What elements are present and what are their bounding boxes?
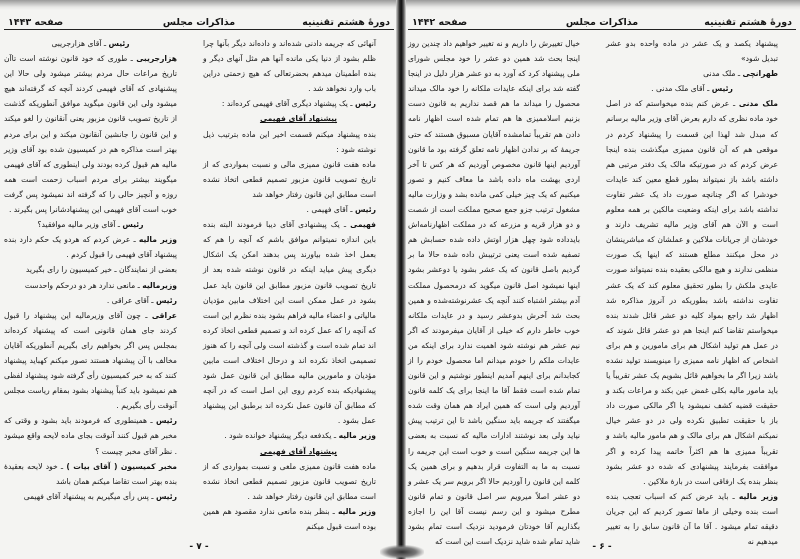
- paragraph-text: ـ آقای وزیر مالیه موافقید؟: [37, 220, 123, 230]
- page-label: صفحه ۱۴۴۳: [8, 17, 64, 28]
- paragraph: [203, 504, 394, 534]
- paragraph: [4, 489, 195, 504]
- paragraph-text: خیال تغییرش را داریم و نه تغییر خواهیم داد چندین روز اینجا بحث شد همین دو عشر را خود مجلس شورای ملی پیشنهاد کرد که آورد به دو عشر هزار دلیل در اینجا گفته شد برای اینکه عایدات ملکانه را خود مالک میداند محصول را میداند ما هم قصد نداریم به قانون دست بزنیم اسلاممیزی ها هم تمام شده است اظهار نامه دادن هم تقریباً تمامشده آقایان مسبوق هستند که حتی جریمهٔ که بر ندادن اظهار نامه تعلق گرفته بود ما قانون آوردیم اینها قانون مخصوص آوردیم که هر کس تا آخر اردی بهشت ماه داده باشد ما معاف کنیم و تصور میکنیم که یک چیز خیلی کمی مانده بشد و وزارت مالیه مشغول ترتیب جزو جمع صحیح مملکت است از شصت و دو هزار قریه و مزرعه که در مملکت اظهارنامه‌اش بایدداده شود چهل هزار اوتش داده شده حسابش هم تصفیه شده است یعنی ترتیبش داده شده حالا ما بر گردیم باصل قانون که یک عشر بشود یا دوعشر بشود اینها نمیشود اصل قانون میگوید که درمحصول مملکت آدم بیشتر اشتباه کنند آنچه یک عشرنوشته‌شده و همین بحث شد آخرش بدوعشر رسید و در عایدات ملکانه خوب خاطر دارم که خیلی از آقایان میفرمودند که اگر نیم عشر هم نوشته شود اهمیت ندارد برای اینکه من عایدات ملکم را خودم میدانم اما محصول خودم را از کجابدانم برای اینهم آمدیم اینطور نوشتیم و این قانون تمام شده است فقط آقا ما اینجا برای یک کلمه قانون آوردیم ولی است که همین ایراد هم همان وقت شده میگفتند که جریمه باید سنگین باشد تا این ترتیب پیش نیاید ولی بعد نوشتند ادارات مالیه که نسبت به بعضی ها این جریمه سنگین است و خوب است این جریمه را نسبت به ما به التفاوت قرار بدهیم و برای همین یک کلمه این قانون را آوردیم حالا اگر برویم سر یک عشر و دو عشر اصلاً میرویم سر اصل قانون و تمام قانون مطرح میشود و این رسم نیست آقا این را اجازه بگذاریم آقا خودتان فرمودید نزدیک است تمام بشود شاید تمام شده شاید نزدیک است این است که: [408, 39, 580, 547]
- paragraph: [203, 36, 394, 96]
- paragraph-text: ـ یک پیشنهادی آقای دیبا فرمودند البته بنده باین اندازه نمیتوانم موافق باشم که آنچه را هم که بعمل اخذ شده بیاورند پس بدهند امکن یک اشکال دیگری پیش میاید اینکه در قانون نوشته شده بعد از تاریخ تصویب قانون مزبور مطابق این قانون باید عمل بشود در عمل ممکن است این اختلاف مابین مؤدیان مالیاتی و اعضاء مالیه فراهم بشود بنده نظرم این است که آنچه را که عمل کرده اند و تصمیم قطعی اتخاذ کرده اند تمام شده است و گذشته است ولی آنچه را که هنوز تصمیمی اتخاذ نکرده اند و درحال اختلاف است مابین مؤدیان و مامورین مالیه مطابق این قانون عمل شود پیشنهادیکه بنده کردم روی این اصل است که در آنچه که مطابق آن قانون عمل نکرده اند برطبق این پیشنهاد عمل بشود .: [203, 220, 376, 426]
- paragraph: [203, 202, 394, 217]
- speaker-name: مخبر کمیسیون ( آقای بیات ): [66, 461, 177, 471]
- paragraph: [606, 96, 796, 488]
- proposal-heading: پیشنهاد آقای فهیمی: [259, 446, 338, 456]
- column: [606, 36, 796, 549]
- speaker-name: رئیس: [155, 491, 177, 501]
- paragraph-text: بعضی از نمایندگان ـ خیر کمیسیون را رای بگیرید: [25, 265, 177, 275]
- left-page: [4, 10, 394, 552]
- speaker-name: ملک مدنی: [738, 99, 778, 109]
- paragraph-text: ـ آقای عراقی .: [106, 295, 156, 305]
- paragraph-text: ماده هفت قانون ممیزی ملغی و نسبت بمواردی که از تاریخ تصویب قانون مزبور تصمیم قطعی اتخاذ نشده است مطابق این قانون رفتار خواهد شد .: [203, 461, 376, 501]
- right-page-columns: [408, 30, 796, 549]
- section-heading: [203, 111, 394, 126]
- paragraph: [4, 36, 195, 51]
- paragraph-text: ـ آقای ملک مدنی .: [651, 84, 712, 94]
- paragraph-text: ـ یکدفعه دیگر پیشنهاد خوانده شود .: [224, 431, 339, 441]
- running-title: مذاکرات مجلس: [162, 17, 236, 28]
- paragraph-text: پیشنهاد یکصد و یک عشر در ماده واحده بدو عشر تبدیل شود»: [606, 39, 778, 64]
- paragraph-text: ـ بنظر بنده مانعی ندارد مقصود هم همین بوده است قبول میکنم: [203, 506, 376, 531]
- paragraph: [4, 293, 195, 308]
- speaker-name: وزیر مالیه: [738, 491, 779, 501]
- speaker-name: رئیس: [155, 416, 177, 426]
- right-page-header: [408, 10, 796, 30]
- speaker-name: وزیر مالیه: [337, 506, 376, 516]
- session-label: دورهٔ هشتم تقنینیه: [704, 17, 792, 28]
- speaker-name: طهرانچی: [742, 69, 778, 79]
- paragraph: [4, 51, 195, 217]
- session-label: دورهٔ هشتم تقنینیه: [302, 17, 390, 28]
- paragraph-text: ماده هفت قانون ممیزی مالی و نسبت بمواردی که از تاریخ تصویب قانون مزبور تصمیم قطعی اتخاذ نشده است مطابق این قانون رفتار خواهد شد: [203, 159, 376, 199]
- paragraph: [203, 96, 394, 111]
- right-page: [408, 10, 796, 552]
- paragraph-text: بنده پیشنهاد میکنم قسمت اخیر این ماده بترتیب ذیل نوشته شود :: [203, 129, 376, 154]
- column: [4, 36, 195, 534]
- paragraph: [4, 308, 195, 414]
- speaker-name: وزیر مالیه: [338, 431, 376, 441]
- paragraph: [606, 36, 796, 66]
- paragraph-text: ـ پس رأی میگیریم به پیشنهاد آقای فهیمی: [23, 491, 156, 501]
- paragraph: [4, 232, 195, 262]
- speaker-name: رئیس: [108, 39, 130, 48]
- paragraph-text: ـ چون آقای وزیرمالیه این پیشنهاد را قبول کردند جای همان قانونی است که پیشنهاد کرده‌اند بمجلس پس اگر بخواهیم رای بگیریم آنطوریکه آقایان مخالف با آن پیشنهاد هستند تصور میکنم کهباید پیشنهاد کنند که به خبر کمیسیون رأی گرفته شود پیشنهاد لفظی هم نمیشود باید کتباً پیشنهاد بشود بمقام ریاست مجلس آنوقت رأی بگیریم .: [4, 310, 177, 411]
- paragraph: [203, 127, 394, 157]
- paragraph: [203, 157, 394, 202]
- paragraph-text: ـ خود لایحه بعقیدهٔ بنده بهتر است تقاضا میکنم همان باشد: [4, 461, 177, 486]
- speaker-name: وزیرمالیه: [142, 280, 177, 290]
- column: [203, 36, 394, 534]
- book-spine-shadow: [396, 0, 406, 559]
- speaker-name: رئیس: [711, 84, 733, 94]
- page-label: صفحه ۱۴۴۲: [412, 17, 468, 28]
- paragraph-text: ـ باید عرض کنم که اسباب تعجب بنده است بنده وخیلی از ماها تصور کردیم که این جریان دقیقه تمام میشود . آقا ما آن قانون سابق را به تغییر میدهیم نه: [606, 491, 778, 547]
- speaker-name: وزیر مالیه: [138, 235, 177, 245]
- paragraph-text: ـ عرض کردم که هردو یک حکم دارد بنده پیشنهاد آقای فهیمی را قبول کردم .: [4, 235, 177, 260]
- left-page-header: [4, 10, 394, 30]
- paragraph: [408, 36, 598, 549]
- paragraph: [203, 459, 394, 504]
- paragraph: [4, 413, 195, 458]
- paragraph: [203, 217, 394, 428]
- paragraph-text: ـ طوری که خود قانون نوشته است تاآن تاریخ مراعات حال مردم بیشتر میشود ولی حالا این پیشنهادی که آقای فهیمی کردند آنچه که گرفته‌اند هیچ میشود ولی این قانون میگوید موافق آنطوریکه گذشت از تاریخ تصویب قانون مزبور یعنی آنقانون را لغو میکند و این قانون را جانشین آنقانون میکند و این برای مردم بهتر است مذاکره هم در کمیسیون شده بود آقای وزیر مالیه هم قبول کرده بودند ولی اینطوری که آقای فهیمی میگویند بیشتر برای مردم اسباب زحمت است همه روزه و آنچیز حالی را که گرفته اند نمیشود پس گرفت خوب است آقای فهیمی این پیشنهادشانرا پس بگیرند .: [4, 54, 177, 215]
- speaker-name: رئیس: [354, 205, 376, 215]
- paragraph: [4, 278, 195, 293]
- paragraph: [4, 459, 195, 489]
- paragraph-text: ـ عرض کنم بنده میخواستم که در اصل خود ماده نظری که دارم بعرض آقای وزیر مالیه برسانم که مبدل شد لهذا این قسمت را پیشنهاد کردم در موقعی هم که آن قانون ممیزی میگذشت بنده اینجا عرض کردم که در صورتیکه مالک یک دفتر مرتبی هم داشته باشد باز نمیتواند بطور قطع معین کند عایدات خودشرا که اگر چنانچه صورت داد یک عشر تفاوت نداشته باشد برای اینکه وضعیت مالکین بر همه معلوم است و الآن هم آقای وزیر مالیه تشریف دارند و خودشان از جریانات ملاکین و عملشان که مباشرینشان در محل میکنند مطلع هستند که اینها یک صورت منظمی ندارند و هیچ مالکی بعقیده بنده نمیتواند صورت عایدی ملکش را بطور تحقیق معلوم کند که یک عشر تفاوت نداشته باشد بطوریکه در آنروز مذاکره شد اظهار شد راجع بمواد کلیه دو عشر قائل شدند بنده میخواستم تقاضا کنم اینجا هم دو عشر قائل شوند که در عمل هم تولید اشکال هم برای مامورین و هم برای اشخاص که اظهار نامه ممیزی را مینویسند تولید نشده باشد زیرا اگر ما بخواهیم قائل بشویم یک عشر تقریباً یا باید مامور مالیه بکلی غمض عین بکند و مراعات بکند و حقیقت قضیه کشف نمیشود یا اگر مالکی صورت داد باز با حقیقت تطبیق نکرده ولی در دو عشر خیال نمیکنم اشکال هم برای مالک و هم مامور مالیه باشد و تقریباً ممیزی ها هم اکثراً خاتمه پیدا کرده و اگر موافقت بفرمایند پیشنهادی که شده دو عشر بشود بنظر بنده یک ارفاقی است در بارهٔ ملاکین .: [606, 99, 778, 486]
- paragraph-text: ـ یک پیشنهاد دیگری آقای فهیمی کرده‌اند :: [221, 99, 355, 109]
- paragraph-text: ـ آقای فهیمی .: [306, 205, 355, 215]
- paragraph: [4, 217, 195, 232]
- paragraph: [606, 66, 796, 81]
- paragraph-text: ـ همینطوری که فرمودند باید بشود و وقتی که مخبر هم قبول کنند آنوقت بجای ماده لایحه واقع میشود . نظر آقای مخبر چیست ؟: [4, 416, 177, 456]
- paragraph-text: ـ مانعی ندارد هر دو درحکم واحدست: [24, 280, 143, 290]
- paragraph: [606, 81, 796, 96]
- paragraph-text: ـ ملک مدنی: [703, 69, 743, 79]
- speaker-name: رئیس: [122, 220, 144, 230]
- section-heading: [203, 444, 394, 459]
- proposal-heading: پیشنهاد آقای فهیمی: [259, 114, 338, 124]
- paragraph: [4, 262, 195, 277]
- speaker-name: عراقی: [151, 310, 177, 320]
- paragraph: [606, 489, 796, 549]
- page-number: - ۷ -: [189, 542, 209, 552]
- page-number: - ۶ -: [592, 542, 612, 552]
- running-title: مذاکرات مجلس: [565, 17, 639, 28]
- speaker-name: رئیس: [155, 295, 177, 305]
- speaker-name: فهیمی: [350, 220, 376, 230]
- left-page-columns: [4, 30, 394, 534]
- paragraph: [203, 428, 394, 443]
- speaker-name: هزارجریبی: [136, 54, 177, 64]
- paragraph-text: ـ آقای هزارجریبی: [51, 39, 109, 48]
- column: [408, 36, 598, 549]
- paragraph-text: آنهائی که جریمه دادنی شده‌اند و داده‌اند دیگر بآنها چرا ظلم بشود از دنیا یکی مانده آنها هم مثل آنهای دیگر و بنده اطمینان میدهم بحضرتعالی که هیچ زحمتی دراین باب وارد نخواهد شد .: [203, 39, 376, 94]
- speaker-name: رئیس: [354, 99, 376, 109]
